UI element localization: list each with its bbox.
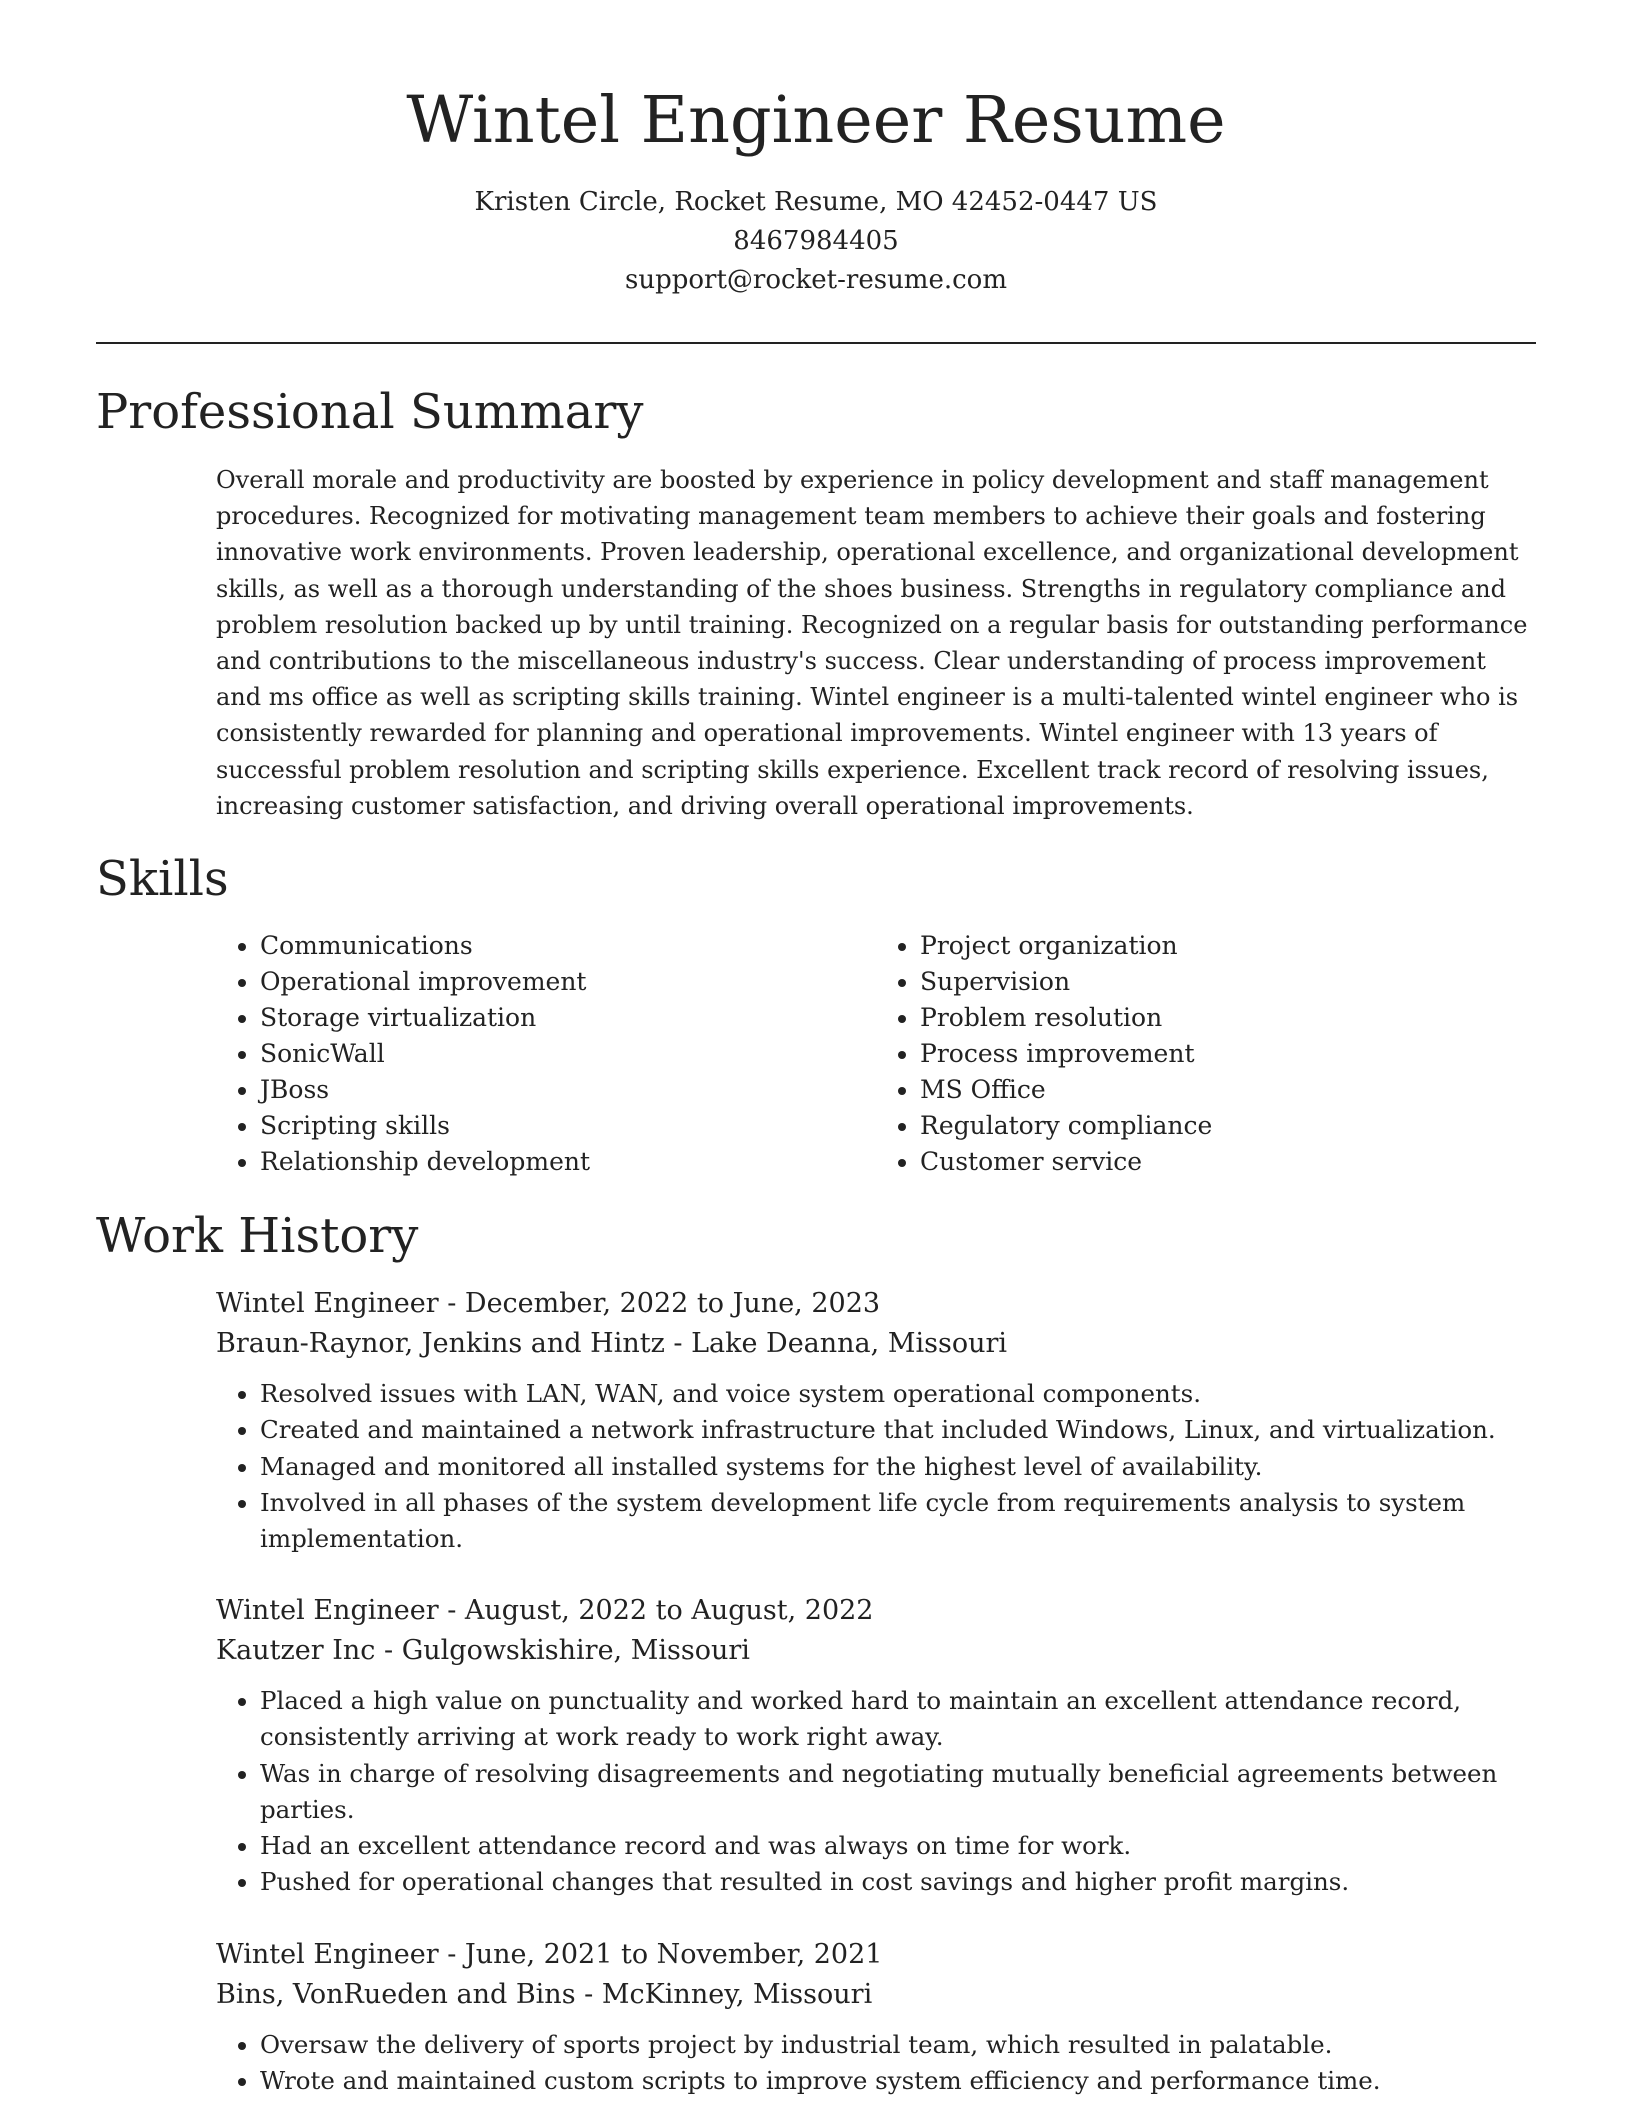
skill-item: • Regulatory compliance <box>920 1108 1536 1144</box>
job-company: Kautzer Inc <box>216 1635 376 1666</box>
job-dates: August, 2022 to August, 2022 <box>464 1595 874 1626</box>
job-title: Wintel Engineer <box>216 1595 439 1626</box>
skill-item: • MS Office <box>920 1072 1536 1108</box>
job-location: Lake Deanna, Missouri <box>691 1328 1008 1359</box>
skill-item: • Scripting skills <box>260 1108 876 1144</box>
job-bullet: • Involved in all phases of the system development life cycle from requirements analysis to system implementation. <box>260 1485 1505 1558</box>
skills-column-right <box>876 928 1536 1180</box>
job-location: Gulgowskishire, Missouri <box>401 1635 750 1666</box>
job-bullets <box>216 1376 1505 1557</box>
skill-item: • JBoss <box>260 1072 876 1108</box>
resume-title: Wintel Engineer Resume <box>406 83 1226 158</box>
job-bullet: • Resolved issues with LAN, WAN, and voice system operational components. <box>260 1376 1505 1412</box>
skill-item: • SonicWall <box>260 1036 876 1072</box>
contact-email: support@rocket-resume.com <box>624 265 1007 295</box>
job-company-line: Kautzer Inc - Gulgowskishire, Missouri <box>216 1635 750 1666</box>
skill-item: • Supervision <box>920 964 1536 1000</box>
contact-info <box>96 183 1536 300</box>
skill-item: • Customer service <box>920 1144 1536 1180</box>
job-bullets <box>216 2027 1505 2100</box>
job-company: Braun-Raynor, Jenkins and Hintz <box>216 1328 665 1359</box>
contact-address: Kristen Circle, Rocket Resume, MO 42452-0447 US <box>474 187 1158 217</box>
job-title-line: Wintel Engineer - June, 2021 to November, 2021 <box>216 1939 883 1970</box>
skills-heading: Skills <box>96 851 229 907</box>
skill-item: • Process improvement <box>920 1036 1536 1072</box>
header-divider <box>96 342 1536 344</box>
job-company: Bins, VonRueden and Bins <box>216 1979 576 2010</box>
skills-column-left <box>216 928 876 1180</box>
job-bullet: • Had an excellent attendance record and was always on time for work. <box>260 1828 1505 1864</box>
work-history-heading: Work History <box>96 1208 419 1264</box>
skill-item: • Relationship development <box>260 1144 876 1180</box>
skills-list <box>216 928 1536 1180</box>
job-title: Wintel Engineer <box>216 1288 439 1319</box>
job-bullet: • Wrote and maintained custom scripts to improve system efficiency and performance time. <box>260 2063 1505 2099</box>
contact-phone: 8467984405 <box>733 226 899 256</box>
job-location: McKinney, Missouri <box>601 1979 873 2010</box>
skill-item: • Communications <box>260 928 876 964</box>
job-company-line: Bins, VonRueden and Bins - McKinney, Missouri <box>216 1979 873 2010</box>
job-entry <box>216 1591 1536 1901</box>
job-bullet: • Placed a high value on punctuality and worked hard to maintain an excellent attendance record, consistently arriving at work ready to work right away. <box>260 1683 1505 1756</box>
skill-item: • Project organization <box>920 928 1536 964</box>
resume-header <box>96 78 1536 300</box>
job-title-line: Wintel Engineer - August, 2022 to August, 2022 <box>216 1595 874 1626</box>
job-dates: December, 2022 to June, 2023 <box>464 1288 881 1319</box>
job-bullet: • Pushed for operational changes that resulted in cost savings and higher profit margins. <box>260 1864 1505 1900</box>
job-bullet: • Oversaw the delivery of sports project by industrial team, which resulted in palatable. <box>260 2027 1505 2063</box>
job-entry <box>216 1284 1536 1557</box>
skill-item: • Storage virtualization <box>260 1000 876 1036</box>
job-bullet: • Managed and monitored all installed systems for the highest level of availability. <box>260 1449 1505 1485</box>
job-bullet: • Was in charge of resolving disagreements and negotiating mutually beneficial agreements between parties. <box>260 1756 1505 1829</box>
summary-heading: Professional Summary <box>96 384 644 440</box>
job-bullet: • Created and maintained a network infrastructure that included Windows, Linux, and virtualization. <box>260 1412 1505 1448</box>
job-title-line: Wintel Engineer - December, 2022 to June, 2023 <box>216 1288 881 1319</box>
job-company-line: Braun-Raynor, Jenkins and Hintz - Lake Deanna, Missouri <box>216 1328 1008 1359</box>
job-dates: June, 2021 to November, 2021 <box>464 1939 883 1970</box>
skill-item: • Problem resolution <box>920 1000 1536 1036</box>
job-title: Wintel Engineer <box>216 1939 439 1970</box>
summary-text: Overall morale and productivity are boosted by experience in policy development and staff management procedures. Recognized for motivating management team members to achieve their goals and fostering innovative work environments. Proven leadership, operational excellence, and organizational development skills, as well as a thorough understanding of the shoes business. Strengths in regulatory compliance and problem resolution backed up by until training. Recognized on a regular basis for outstanding performance and contributions to the miscellaneous industry's success. Clear understanding of process improvement and ms office as well as scripting skills training. Wintel engineer is a multi-talented wintel engineer who is consistently rewarded for planning and operational improvements. Wintel engineer with 13 years of successful problem resolution and scripting skills experience. Excellent track record of resolving issues, increasing customer satisfaction, and driving overall operational improvements. <box>216 466 1528 820</box>
job-entry <box>216 1935 1536 2100</box>
job-bullets <box>216 1683 1505 1901</box>
skill-item: • Operational improvement <box>260 964 876 1000</box>
